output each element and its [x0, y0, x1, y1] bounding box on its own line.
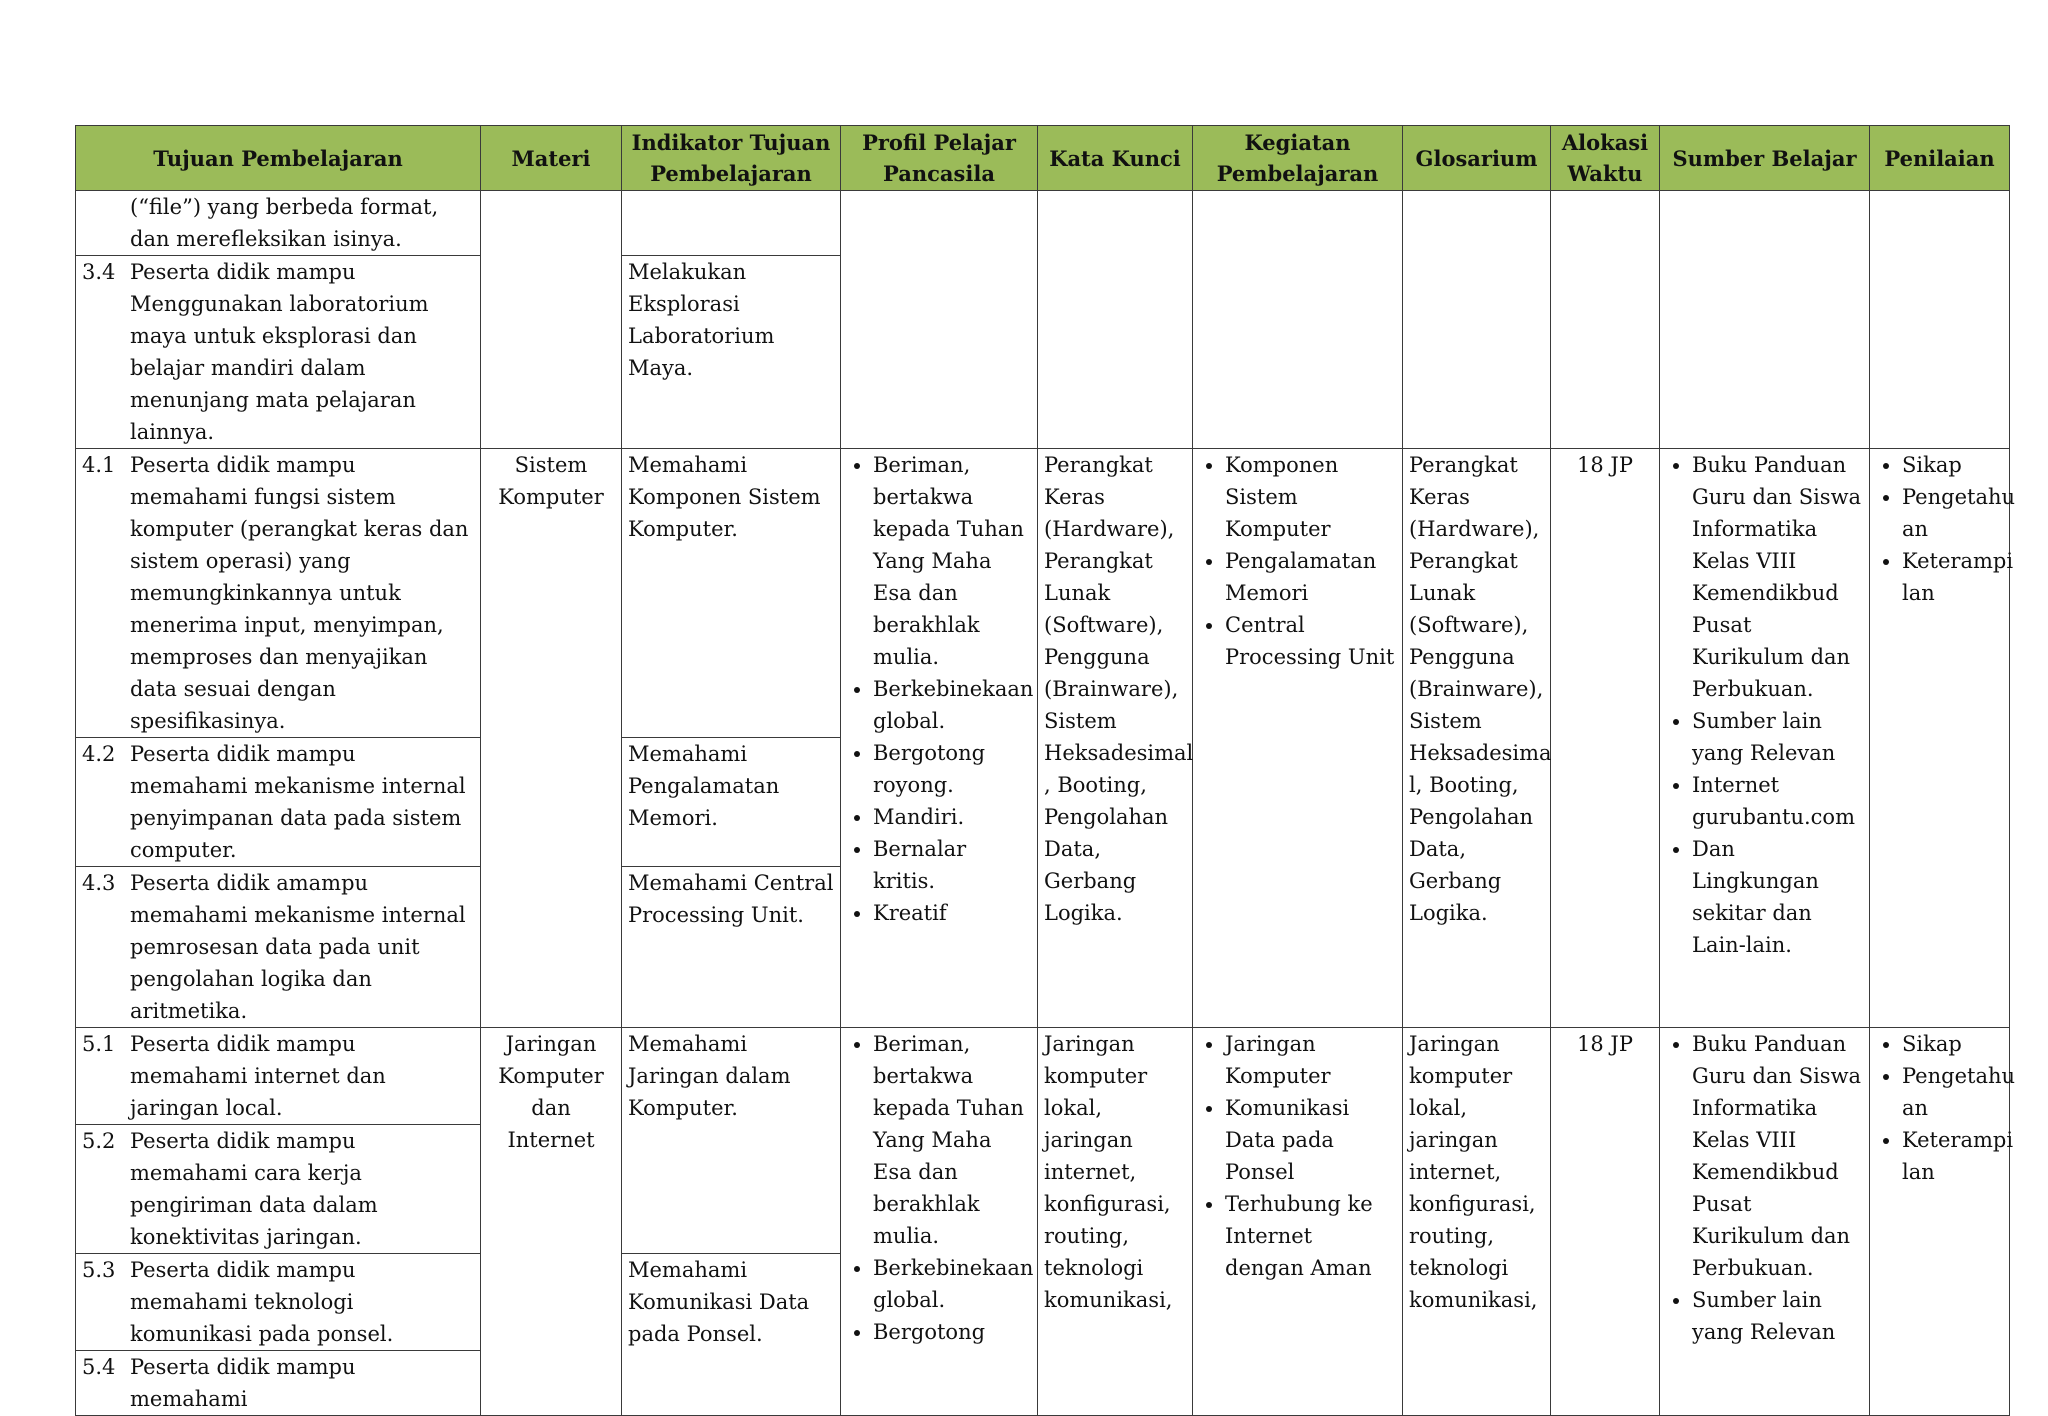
- indikator-cell: [622, 1254, 841, 1416]
- header-glosarium: Glosarium: [1403, 126, 1551, 191]
- alokasi-text: 18 JP: [1577, 453, 1633, 477]
- list-item: • Keterampi lan: [1902, 1124, 2003, 1188]
- kegiatan-cell: [1193, 449, 1403, 1028]
- tp-cell: [76, 738, 481, 867]
- tp-text: Peserta didik mampu memahami internet dan jaringan local.: [130, 1032, 386, 1120]
- sumber-cell: [1660, 1028, 1870, 1416]
- list-item: • Bergotong royong.: [873, 737, 1031, 801]
- tp-cell: [76, 1254, 481, 1351]
- alokasi-cell: [1551, 1028, 1660, 1416]
- list-item: • Buku Panduan Guru dan Siswa Informatika Kelas VIII Kemendikbud Pusat Kurikulum dan Perbukuan.: [1692, 449, 1863, 705]
- glosarium-text: Jaringan komputer lokal, jaringan internet, konfigurasi, routing, teknologi komunikasi,: [1409, 1032, 1538, 1312]
- header-indikator: Indikator Tujuan Pembelajaran: [622, 126, 841, 191]
- kegiatan-list: [1199, 449, 1396, 673]
- list-item: • Central Processing Unit: [1225, 609, 1396, 673]
- tp-cell: [76, 1351, 481, 1416]
- tp-text: Peserta didik amampu memahami mekanisme internal pemrosesan data pada unit pengolahan logika dan aritmetika.: [130, 871, 466, 1023]
- table-row: [76, 449, 2010, 738]
- kata-kunci-cell: [1038, 191, 1193, 449]
- list-item: • Internet gurubantu.com: [1692, 769, 1863, 833]
- list-item: • Pengetahu an: [1902, 481, 2003, 545]
- list-item: • Kreatif: [873, 897, 1031, 929]
- list-item: • Komponen Sistem Komputer: [1225, 449, 1396, 545]
- sumber-cell: [1660, 449, 1870, 1028]
- materi-text: Jaringan Komputer dan Internet: [498, 1032, 604, 1152]
- materi-text: Sistem Komputer: [498, 453, 604, 509]
- list-item: • Jaringan Komputer: [1225, 1028, 1396, 1092]
- list-item: • Bernalar kritis.: [873, 833, 1031, 897]
- list-item: • Mandiri.: [873, 801, 1031, 833]
- tp-number: 5.3: [82, 1258, 116, 1282]
- tp-text: Peserta didik mampu memahami: [130, 1355, 356, 1411]
- list-item: • Bergotong: [873, 1316, 1031, 1348]
- kegiatan-list: [1199, 1028, 1396, 1284]
- tp-number: 4.3: [82, 871, 116, 895]
- list-item: • Pengetahu an: [1902, 1060, 2003, 1124]
- tp-number: 5.4: [82, 1355, 116, 1379]
- tp-cell: [76, 191, 481, 256]
- list-item: • Sikap: [1902, 449, 2003, 481]
- indikator-cell: [622, 449, 841, 738]
- tp-number: 5.2: [82, 1129, 116, 1153]
- header-tujuan: Tujuan Pembelajaran: [76, 126, 481, 191]
- tp-number: 4.1: [82, 453, 116, 477]
- indikator-text: Memahami Central Processing Unit.: [628, 871, 834, 927]
- list-item: • Sumber lain yang Relevan: [1692, 705, 1863, 769]
- list-item: • Beriman, bertakwa kepada Tuhan Yang Maha Esa dan berakhlak mulia.: [873, 449, 1031, 673]
- sumber-list: [1666, 1028, 1863, 1348]
- kata-kunci-cell: [1038, 449, 1193, 1028]
- alokasi-cell: [1551, 191, 1660, 449]
- table-row: [76, 1028, 2010, 1125]
- kegiatan-cell: [1193, 191, 1403, 449]
- list-item: • Sikap: [1902, 1028, 2003, 1060]
- header-profil: Profil Pelajar Pancasila: [841, 126, 1038, 191]
- table-row: [76, 191, 2010, 256]
- tp-text: (“file”) yang berbeda format, dan merefleksikan isinya.: [130, 195, 439, 251]
- materi-cell: [481, 449, 622, 1028]
- list-item: • Terhubung ke Internet dengan Aman: [1225, 1188, 1396, 1284]
- sumber-cell: [1660, 191, 1870, 449]
- list-item: • Keterampi lan: [1902, 545, 2003, 609]
- glosarium-cell: [1403, 191, 1551, 449]
- profil-cell: [841, 1028, 1038, 1416]
- tp-number: 5.1: [82, 1032, 116, 1056]
- tp-number: 3.4: [82, 260, 116, 284]
- header-sumber: Sumber Belajar: [1660, 126, 1870, 191]
- tp-cell: [76, 449, 481, 738]
- indikator-text: Memahami Komunikasi Data pada Ponsel.: [628, 1258, 810, 1346]
- indikator-cell: [622, 256, 841, 449]
- penilaian-list: [1876, 449, 2016, 609]
- penilaian-cell: [1870, 449, 2016, 1028]
- profil-cell: [841, 191, 1038, 449]
- materi-cell: [481, 1028, 622, 1416]
- profil-cell: [841, 449, 1038, 1028]
- header-kegiatan: Kegiatan Pembelajaran: [1193, 126, 1403, 191]
- tp-text: Peserta didik mampu memahami mekanisme internal penyimpanan data pada sistem computer.: [130, 742, 466, 862]
- indikator-text: Memahami Komponen Sistem Komputer.: [628, 453, 821, 541]
- kata-kunci-cell: [1038, 1028, 1193, 1416]
- header-materi: Materi: [481, 126, 622, 191]
- alokasi-text: 18 JP: [1577, 1032, 1633, 1056]
- indikator-text: Memahami Jaringan dalam Komputer.: [628, 1032, 791, 1120]
- alokasi-cell: [1551, 449, 1660, 1028]
- tp-text: Peserta didik mampu Menggunakan laboratorium maya untuk eksplorasi dan belajar mandiri dalam menunjang mata pelajaran lainnya.: [130, 260, 429, 444]
- tp-text: Peserta didik mampu memahami teknologi komunikasi pada ponsel.: [130, 1258, 394, 1346]
- penilaian-cell: [1870, 191, 2010, 449]
- tp-text: Peserta didik mampu memahami cara kerja pengiriman data dalam konektivitas jaringan.: [130, 1129, 378, 1249]
- tp-number: 4.2: [82, 742, 116, 766]
- header-row: [76, 126, 2010, 191]
- kata-kunci-text: Perangkat Keras (Hardware), Perangkat Lunak (Software), Pengguna (Brainware), Sistem Heksadesimal , Booting, Pengolahan Data, Gerbang Logika.: [1044, 453, 1194, 925]
- indikator-text: Memahami Pengalamatan Memori.: [628, 742, 780, 830]
- indikator-text: Melakukan Eksplorasi Laboratorium Maya.: [628, 260, 775, 380]
- glosarium-text: Perangkat Keras (Hardware), Perangkat Lunak (Software), Pengguna (Brainware), Sistem Heksadesima l, Booting, Pengolahan Data, Gerbang Logika.: [1409, 453, 1552, 925]
- header-kata-kunci: Kata Kunci: [1038, 126, 1193, 191]
- list-item: • Beriman, bertakwa kepada Tuhan Yang Maha Esa dan berakhlak mulia.: [873, 1028, 1031, 1252]
- list-item: • Komunikasi Data pada Ponsel: [1225, 1092, 1396, 1188]
- glosarium-cell: [1403, 449, 1551, 1028]
- lesson-plan-table: [75, 125, 2016, 1416]
- materi-cell: [481, 191, 622, 449]
- indikator-cell: [622, 1028, 841, 1254]
- indikator-cell: [622, 867, 841, 1028]
- list-item: • Berkebinekaan global.: [873, 673, 1031, 737]
- list-item: • Buku Panduan Guru dan Siswa Informatika Kelas VIII Kemendikbud Pusat Kurikulum dan Perbukuan.: [1692, 1028, 1863, 1284]
- kata-kunci-text: Jaringan komputer lokal, jaringan internet, konfigurasi, routing, teknologi komunikasi,: [1044, 1032, 1173, 1312]
- indikator-cell: [622, 738, 841, 867]
- list-item: • Berkebinekaan global.: [873, 1252, 1031, 1316]
- tp-cell: [76, 1028, 481, 1125]
- indikator-cell: [622, 191, 841, 256]
- tp-cell: [76, 867, 481, 1028]
- list-item: • Sumber lain yang Relevan: [1692, 1284, 1863, 1348]
- profil-list: [847, 1028, 1034, 1348]
- tp-cell: [76, 256, 481, 449]
- penilaian-cell: [1870, 1028, 2016, 1416]
- list-item: • Pengalamatan Memori: [1225, 545, 1396, 609]
- header-penilaian: Penilaian: [1870, 126, 2010, 191]
- tp-cell: [76, 1125, 481, 1254]
- header-alokasi: Alokasi Waktu: [1551, 126, 1660, 191]
- kegiatan-cell: [1193, 1028, 1403, 1416]
- glosarium-cell: [1403, 1028, 1551, 1416]
- profil-list: [847, 449, 1034, 929]
- penilaian-list: [1876, 1028, 2016, 1188]
- tp-text: Peserta didik mampu memahami fungsi sistem komputer (perangkat keras dan sistem operasi) yang memungkinkannya untuk menerima input, menyimpan, memproses dan menyajikan data sesuai dengan spesifikasinya.: [130, 453, 469, 733]
- list-item: • Dan Lingkungan sekitar dan Lain-lain.: [1692, 833, 1863, 961]
- sumber-list: [1666, 449, 1863, 961]
